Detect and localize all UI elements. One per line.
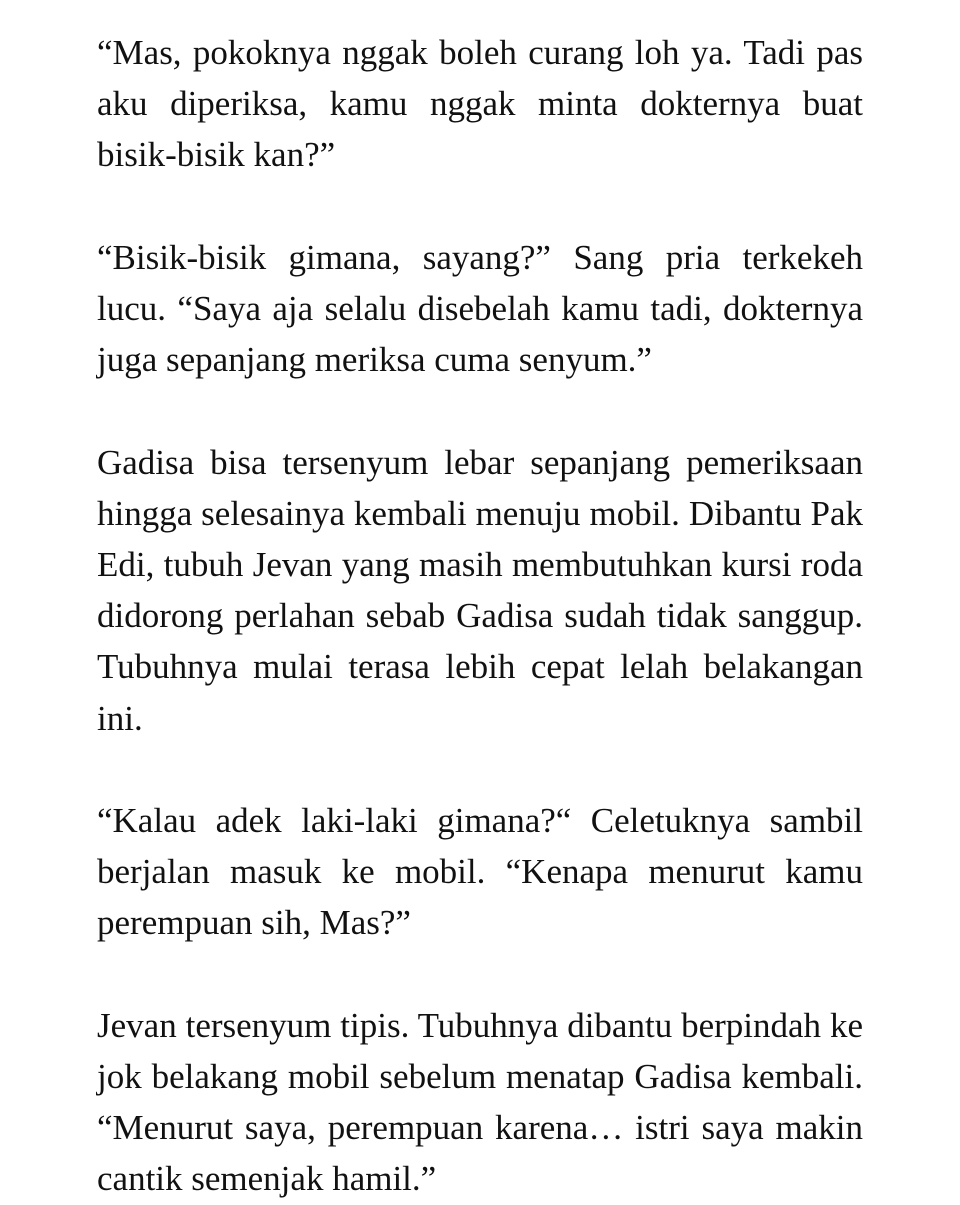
paragraph-1: “Mas, pokoknya nggak boleh curang loh ya. Tadi pas aku diperiksa, kamu nggak minta dokternya buat bisik-bisik kan?” bbox=[97, 33, 863, 175]
paragraph-2: “Bisik-bisik gimana, sayang?” Sang pria terkekeh lucu. “Saya aja selalu disebelah kamu tadi, dokternya juga sepanjang meriksa cuma senyum.” bbox=[97, 237, 863, 380]
paragraph-4: “Kalau adek laki-laki gimana?“ Celetuknya sambil berjalan masuk ke mobil. “Kenapa menurut kamu perempuan sih, Mas?” bbox=[97, 801, 863, 943]
paragraph-3: Gadisa bisa tersenyum lebar sepanjang pemeriksaan hingga selesainya kembali menuju mobil. Dibantu Pak Edi, tubuh Jevan yang masih membutuhkan kursi roda didorong perlahan sebab Gadisa sudah tidak sanggup. Tubuhnya mulai terasa lebih cepat lelah belakangan ini. bbox=[97, 442, 863, 738]
paragraph-5: Jevan tersenyum tipis. Tubuhnya dibantu berpindah ke jok belakang mobil sebelum menatap Gadisa kembali. “Menurut saya, perempuan karena… istri saya makin cantik semenjak hamil.” bbox=[97, 1005, 863, 1199]
story-page bbox=[97, 27, 863, 1205]
